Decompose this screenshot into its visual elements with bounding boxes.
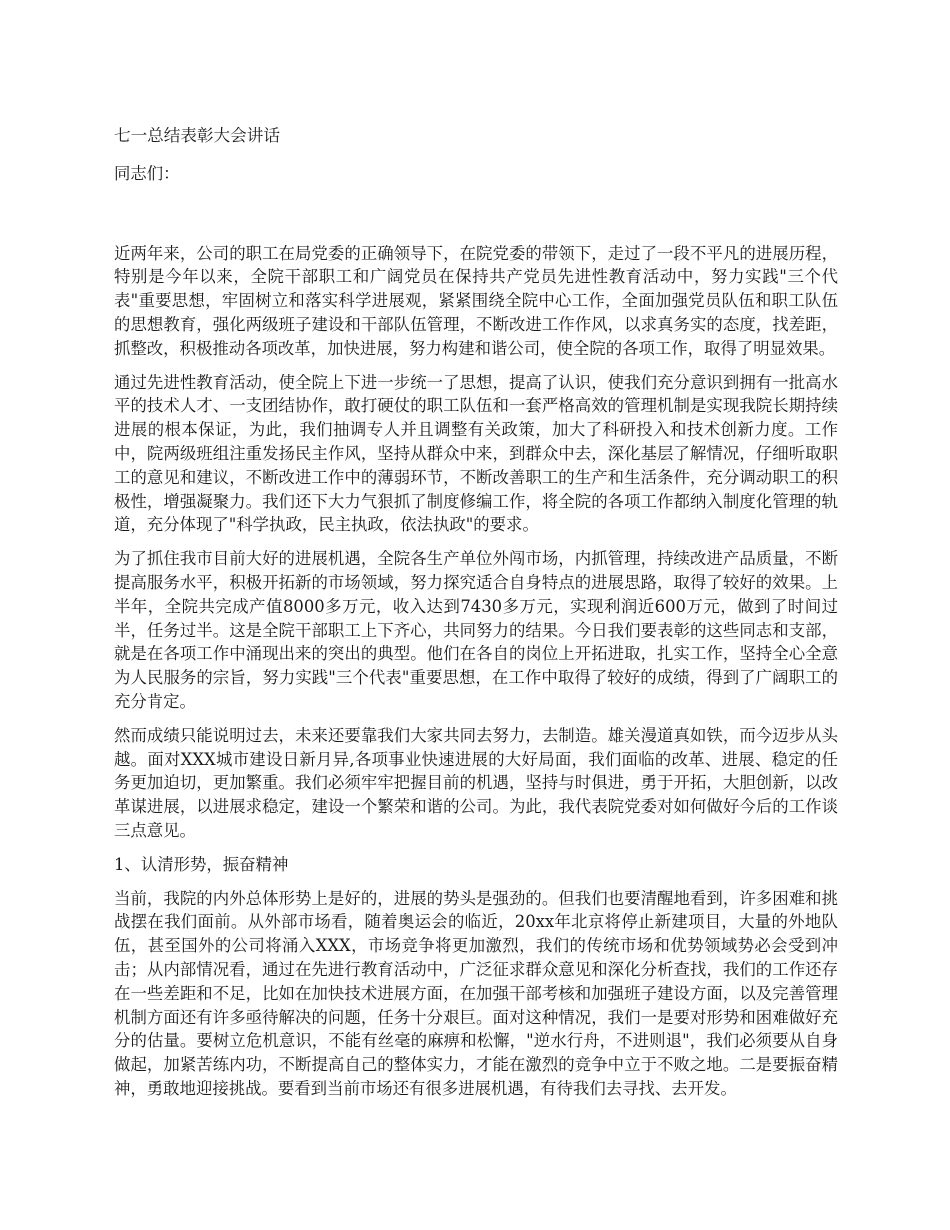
document-body	[114, 124, 838, 1111]
paragraph-1: 近两年来，公司的职工在局党委的正确领导下，在院党委的带领下，走过了一段不平凡的进展历程，特别是今年以来，全院干部职工和广阔党员在保持共产党员先进性教育活动中，努力实践"三个代表"重要思想，牢固树立和落实科学进展观，紧紧围绕全院中心工作，全面加强党员队伍和职工队伍的思想教育，强化两级班子建设和干部队伍管理，不断改进工作作风，以求真务实的态度，找差距，抓整改，积极推动各项改革，加快进展，努力构建和谐公司，使全院的各项工作，取得了明显效果。	[114, 243, 838, 358]
section-paragraph: 当前，我院的内外总体形势上是好的，进展的势头是强劲的。但我们也要清醒地看到，许多困难和挑战摆在我们面前。从外部市场看，随着奥运会的临近，20xx年北京将停止新建项目，大量的外地队伍，甚至国外的公司将涌入XXX，市场竞争将更加激烈，我们的传统市场和优势领域势必会受到冲击；从内部情况看，通过在先进行教育活动中，广泛征求群众意见和深化分析查找，我们的工作还存在一些差距和不足，比如在加快技术进展方面，在加强干部考核和加强班子建设方面，以及完善管理机制方面还有许多亟待解决的问题，任务十分艰巨。面对这种情况，我们一是要对形势和困难做好充分的估量。要树立危机意识，不能有丝毫的麻痹和松懈，"逆水行舟，不进则退"，我们必须要从自身做起，加紧苦练内功，不断提高自己的整体实力，才能在激烈的竞争中立于不败之地。二是要振奋精神，勇敢地迎接挑战。要看到当前市场还有很多进展机遇，有待我们去寻找、去开发。	[114, 888, 838, 1098]
paragraph-3: 为了抓住我市目前大好的进展机遇，全院各生产单位外闯市场，内抓管理，持续改进产品质量，不断提高服务水平，积极开拓新的市场领域，努力探究适合自身特点的进展思路，取得了较好的效果。上半年，全院共完成产值8000多万元，收入达到7430多万元，实现利润近600万元，做到了时间过半，任务过半。这是全院干部职工上下齐心，共同努力的结果。今日我们要表彰的这些同志和支部，就是在各项工作中涌现出来的突出的典型。他们在各自的岗位上开拓进取，扎实工作，坚持全心全意为人民服务的宗旨，努力实践"三个代表"重要思想，在工作中取得了较好的成绩，得到了广阔职工的充分肯定。	[114, 549, 838, 711]
greeting-line: 同志们：	[114, 163, 180, 183]
paragraph-4: 然而成绩只能说明过去，未来还要靠我们大家共同去努力，去制造。雄关漫道真如铁，而今迈步从头越。面对XXX城市建设日新月异,各项事业快速进展的大好局面，我们面临的改革、进展、稳定的任务更加迫切，更加繁重。我们必须牢牢把握目前的机遇，坚持与时俱进，勇于开拓，大胆创新，以改革谋进展，以进展求稳定，建设一个繁荣和谐的公司。为此，我代表院党委对如何做好今后的工作谈三点意见。	[114, 725, 838, 840]
paragraph-2: 通过先进性教育活动，使全院上下进一步统一了思想，提高了认识，使我们充分意识到拥有一批高水平的技术人才、一支团结协作，敢打硬仗的职工队伍和一套严格高效的管理机制是实现我院长期持续进展的根本保证，为此，我们抽调专人并且调整有关政策，加大了科研投入和技术创新力度。工作中，院两级班组注重发扬民主作风，坚持从群众中来，到群众中去，深化基层了解情况，仔细听取职工的意见和建议，不断改进工作中的薄弱环节，不断改善职工的生产和生活条件，充分调动职工的积极性，增强凝聚力。我们还下大力气狠抓了制度修编工作，将全院的各项工作都纳入制度化管理的轨道，充分体现了"科学执政，民主执政，依法执政"的要求。	[114, 372, 838, 535]
document-title: 七一总结表彰大会讲话	[114, 126, 280, 145]
section-heading: 1、认清形势，振奋精神	[114, 854, 289, 874]
